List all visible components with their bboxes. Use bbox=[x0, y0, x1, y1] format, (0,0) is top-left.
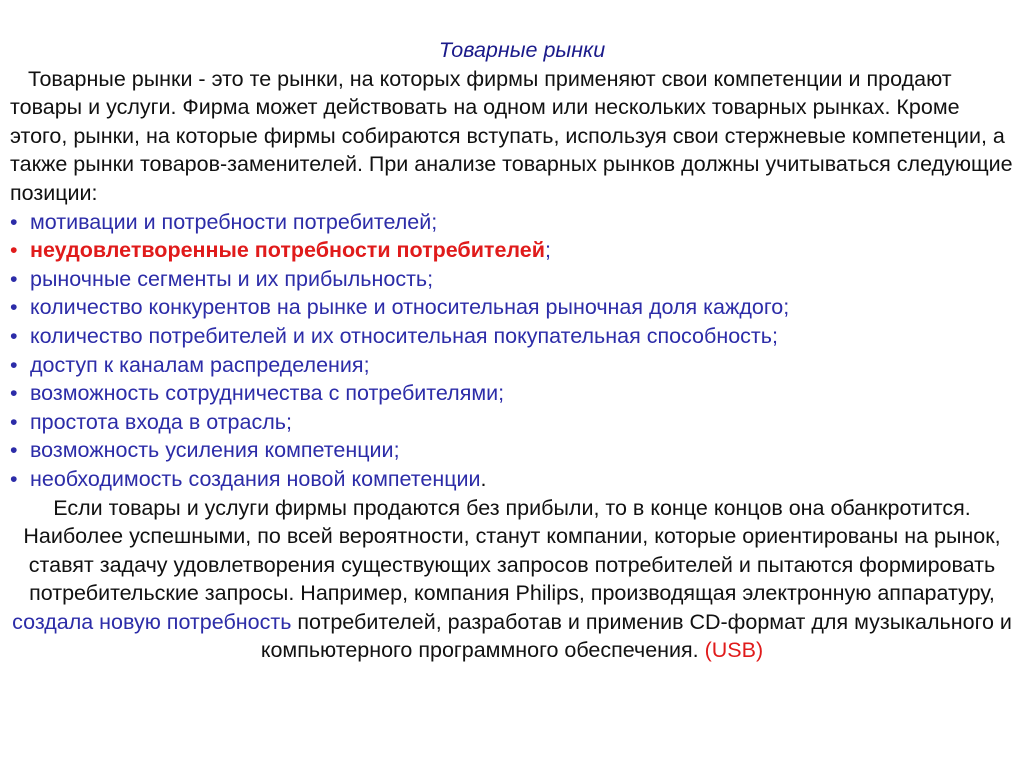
bullet-punct: ; bbox=[498, 381, 505, 406]
bullet-icon: • bbox=[10, 409, 18, 434]
closing-text-continued: потребителей, разработав и применив CD-формат для музыкального и компьютерного программного обеспечения. bbox=[260, 609, 1012, 663]
bullet-text: простота входа в отрасль bbox=[30, 409, 286, 434]
bullet-punct: ; bbox=[427, 266, 434, 291]
bullet-text: доступ к каналам распределения bbox=[30, 352, 364, 377]
closing-text: Если товары и услуги фирмы продаются без прибыли, то в конце концов она обанкротится. Наиболее успешными, по всей вероятности, станут компании, которые ориентированы на рынок, ставят задачу удовлетворения существующих запросов потребителей и пытаются формировать потребительские запросы. Например, компания Philips, производящая электронную аппаратуру, bbox=[23, 495, 1001, 606]
bullet-text: мотивации и потребности потребителей bbox=[30, 209, 432, 234]
bullet-text: необходимость создания новой компетенции bbox=[30, 466, 481, 491]
bullet-list bbox=[10, 208, 1014, 494]
closing-highlight: создала новую потребность bbox=[12, 609, 292, 634]
bullet-icon: • bbox=[10, 295, 18, 320]
list-item bbox=[10, 322, 1014, 351]
bullet-text: возможность сотрудничества с потребителями bbox=[30, 381, 499, 406]
list-item bbox=[10, 379, 1014, 408]
bullet-punct: ; bbox=[285, 409, 292, 434]
bullet-punct: ; bbox=[544, 238, 551, 263]
bullet-text: количество потребителей и их относительная покупательная способность bbox=[30, 323, 772, 348]
bullet-text: рыночные сегменты и их прибыльность bbox=[30, 266, 428, 291]
list-item bbox=[10, 293, 1014, 322]
list-item bbox=[10, 236, 1014, 265]
bullet-punct: ; bbox=[783, 295, 790, 320]
bullet-punct: . bbox=[480, 466, 487, 491]
closing-paragraph bbox=[10, 494, 1014, 666]
bullet-punct: ; bbox=[771, 323, 778, 348]
bullet-text-highlighted: неудовлетворенные потребности потребителей bbox=[30, 238, 545, 263]
list-item bbox=[10, 465, 1014, 494]
bullet-icon: • bbox=[10, 266, 18, 291]
slide-title: Товарные рынки bbox=[438, 38, 606, 62]
list-item bbox=[10, 265, 1014, 294]
bullet-icon: • bbox=[10, 438, 18, 463]
bullet-text: количество конкурентов на рынке и относительная рыночная доля каждого bbox=[30, 295, 784, 320]
bullet-icon: • bbox=[10, 209, 18, 234]
bullet-icon: • bbox=[10, 352, 18, 377]
list-item bbox=[10, 351, 1014, 380]
list-item bbox=[10, 408, 1014, 437]
list-item bbox=[10, 436, 1014, 465]
bullet-punct: ; bbox=[363, 352, 370, 377]
bullet-icon: • bbox=[10, 238, 18, 263]
bullet-punct: ; bbox=[431, 209, 438, 234]
bullet-punct: ; bbox=[393, 438, 400, 463]
bullet-icon: • bbox=[10, 381, 18, 406]
list-item bbox=[10, 208, 1014, 237]
bullet-text: возможность усиления компетенции bbox=[30, 438, 394, 463]
bullet-icon: • bbox=[10, 323, 18, 348]
usb-tag: (USB) bbox=[704, 638, 764, 663]
intro-paragraph: Товарные рынки - это те рынки, на которых фирмы применяют свои компетенции и продают товары и услуги. Фирма может действовать на одном или нескольких товарных рынках. Кроме этого, рынки, на которые фирмы собираются вступать, используя свои стержневые компетенции, а также рынки товаров-заменителей. При анализе товарных рынков должны учитываться следующие позиции: bbox=[10, 66, 1013, 205]
bullet-icon: • bbox=[10, 466, 18, 491]
